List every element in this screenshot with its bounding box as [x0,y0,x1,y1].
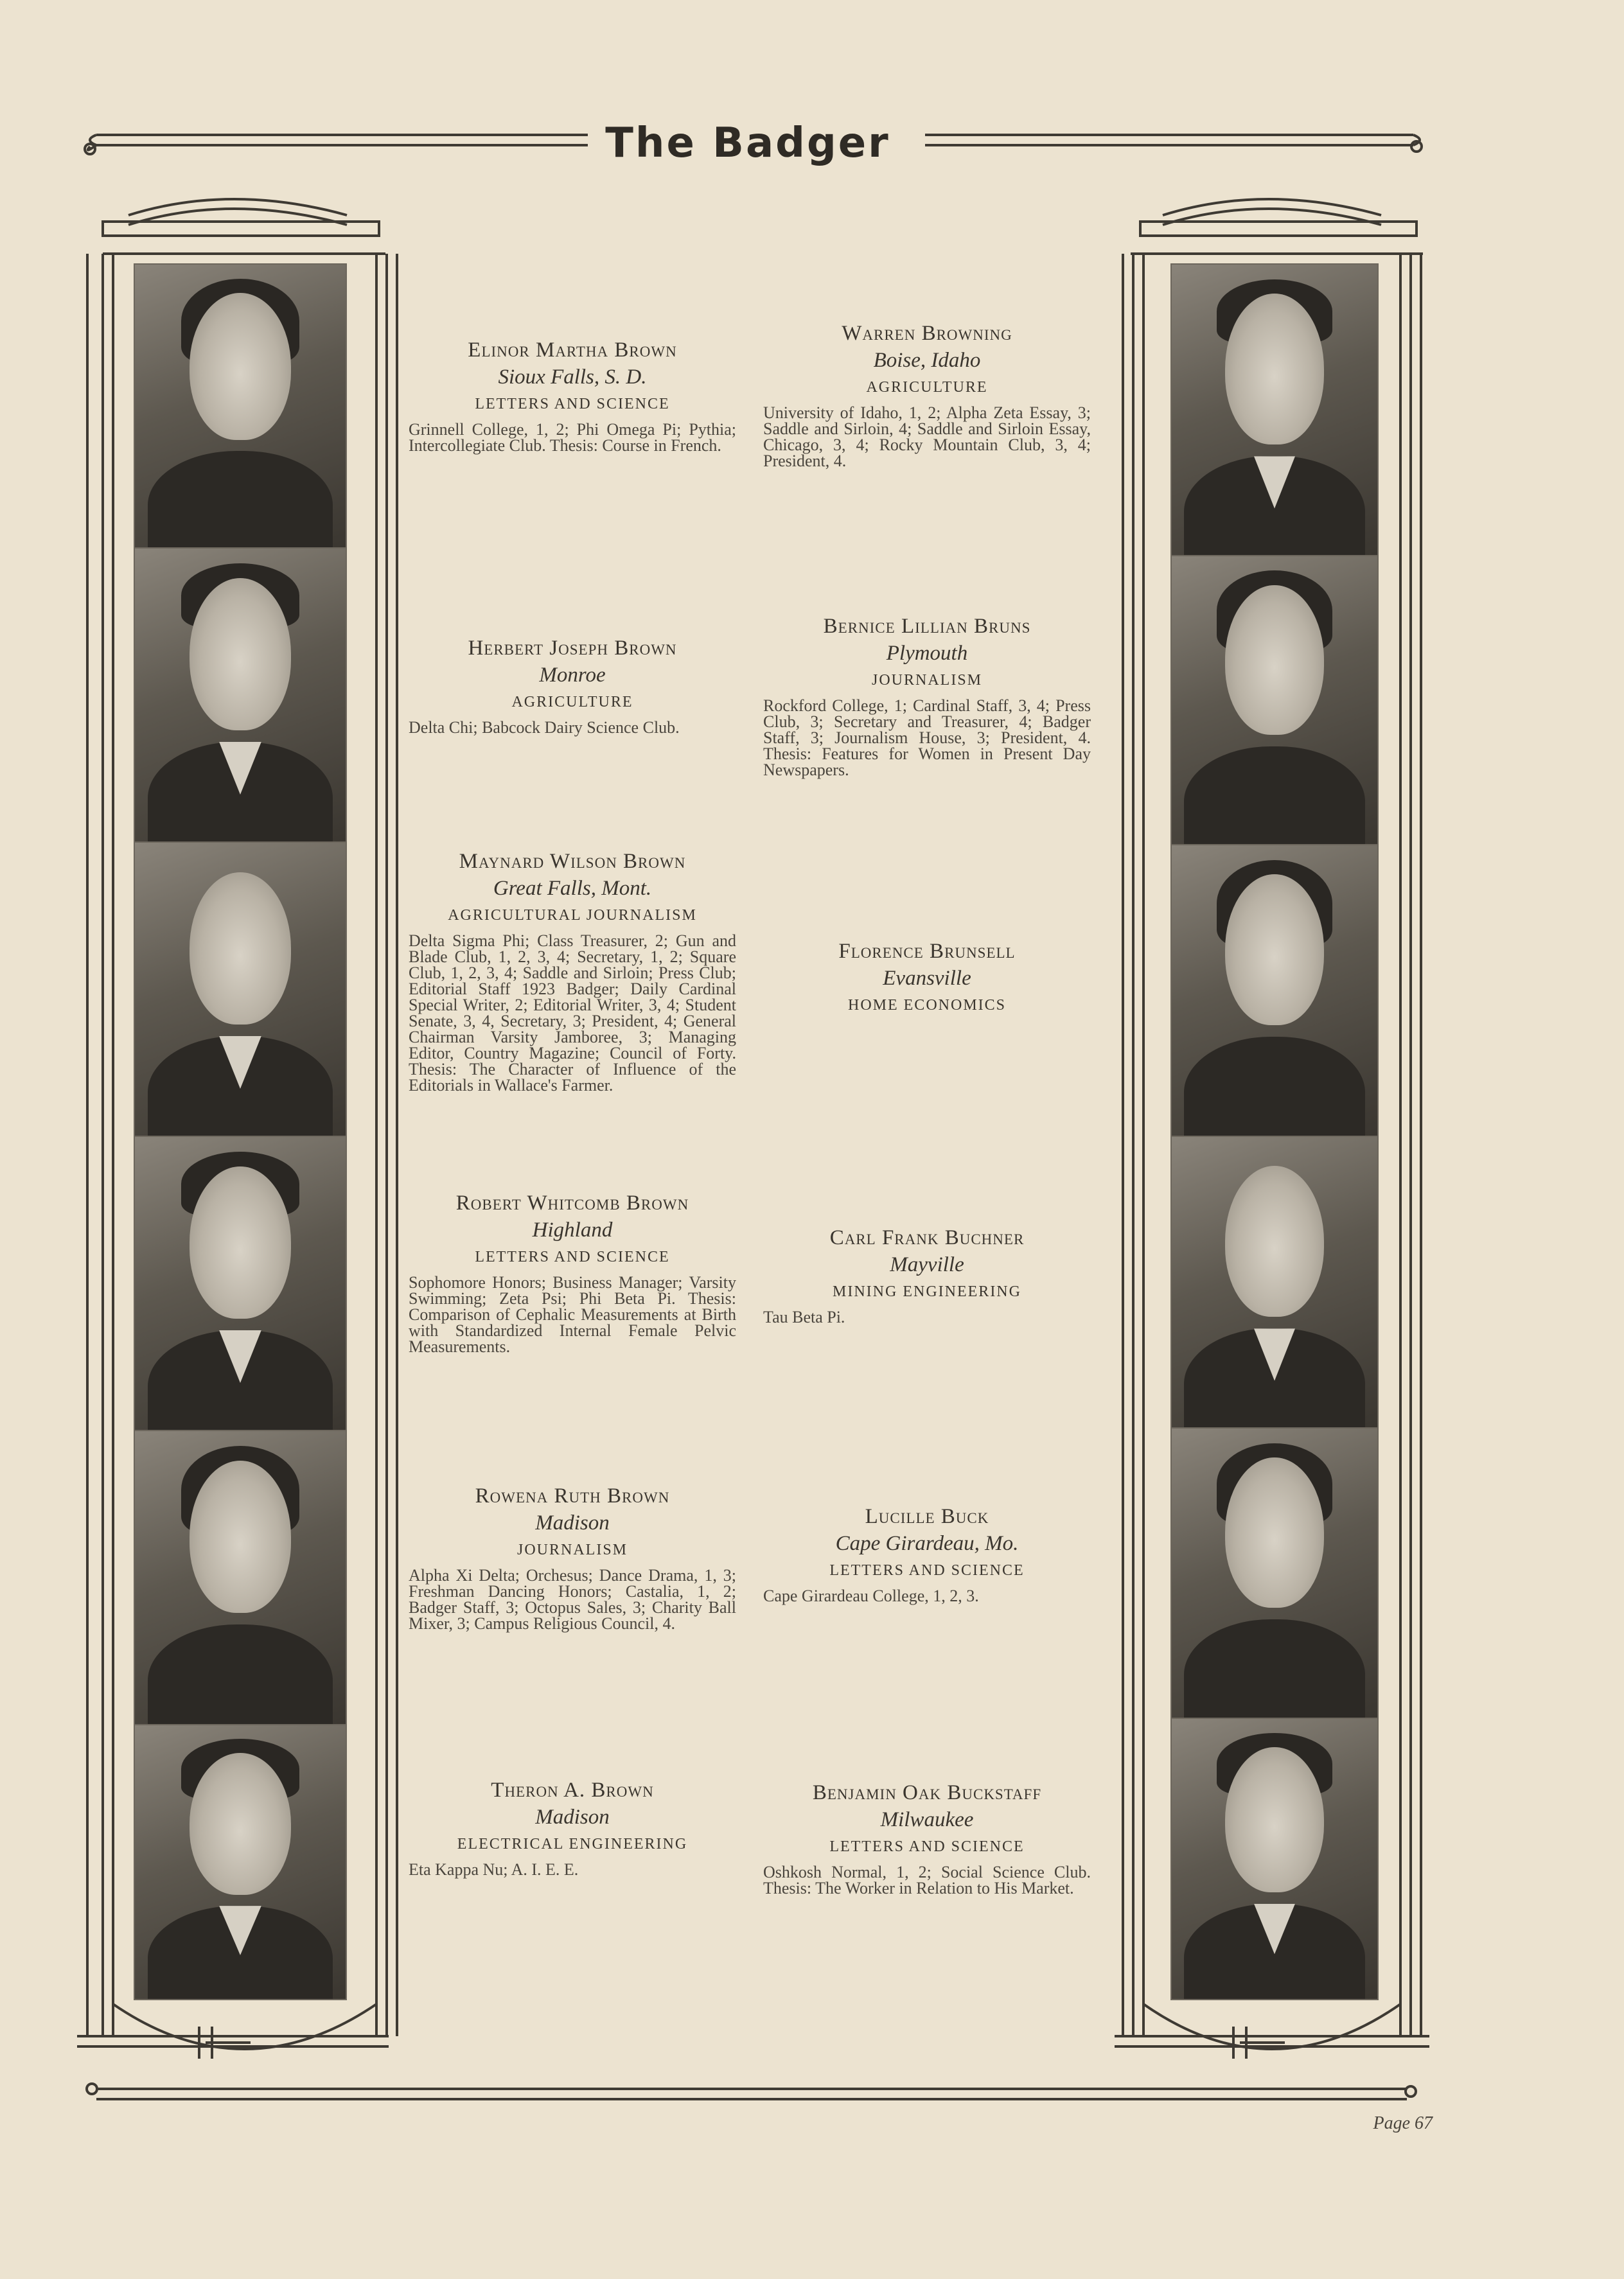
student-name: Herbert Joseph Brown [468,637,677,660]
portrait-body [1184,1619,1365,1719]
senior-entry [409,1483,736,1632]
portrait-face [190,1753,290,1896]
student-college: LETTERS AND SCIENCE [829,1562,1025,1579]
portrait-body [148,451,333,549]
student-activities: Rockford College, 1; Cardinal Staff, 3, 4; Press Club, 3; Secretary and Treasurer, 4; Badger Staff, 3; Journalism House, 3; President, 4. Thesis: Features for Women in Present Day Newspapers. [763,696,1091,779]
portrait-face [190,872,290,1025]
portrait-face [190,1461,290,1613]
senior-entry [763,613,1091,778]
senior-entry [763,1224,1091,1325]
student-college: LETTERS AND SCIENCE [475,1249,670,1265]
portrait-photo [1170,844,1379,1137]
portrait-photo [134,1136,347,1431]
student-activities: Alpha Xi Delta; Orchesus; Dance Drama, 1, 3; Freshman Dancing Honors; Castalia, 1, 2; Badger Staff, 3; Octopus Sales, 3; Charity Ball Mixer, 3; Campus Religious Council, 4. [409,1566,736,1633]
masthead-title: The Badger [605,119,890,167]
student-name: Theron A. Brown [491,1779,654,1802]
student-name: Florence Brunsell [838,940,1016,963]
student-hometown: Madison [535,1806,610,1829]
student-hometown: Mayville [890,1253,964,1276]
portrait-photo [134,263,347,549]
senior-entry [763,1503,1091,1604]
student-college: LETTERS AND SCIENCE [475,396,670,412]
portrait-photo [134,547,347,843]
student-activities: Eta Kappa Nu; A. I. E. E. [409,1860,579,1879]
student-college: AGRICULTURAL JOURNALISM [448,907,697,924]
student-hometown: Highland [532,1219,613,1242]
portrait-photo [1170,1718,1379,2000]
portrait-face [1225,1457,1324,1608]
senior-entry [409,337,736,453]
student-hometown: Boise, Idaho [873,349,981,372]
portrait-face [1225,1747,1324,1893]
student-college: ELECTRICAL ENGINEERING [457,1836,688,1852]
student-name: Maynard Wilson Brown [459,850,686,873]
portrait-face [190,1166,290,1319]
portrait-photo [134,1724,347,2000]
senior-entry [763,1779,1091,1896]
senior-entry [763,938,1091,1023]
student-name: Lucille Buck [865,1505,989,1528]
senior-entry [409,635,736,735]
student-college: AGRICULTURE [511,694,633,710]
senior-entry [409,848,736,1093]
senior-entry [763,320,1091,469]
student-name: Bernice Lillian Bruns [823,615,1031,638]
student-activities: Oshkosh Normal, 1, 2; Social Science Club. Thesis: The Worker in Relation to His Market. [763,1863,1091,1897]
student-hometown: Evansville [883,967,971,990]
student-college: MINING ENGINEERING [833,1283,1021,1300]
student-activities: University of Idaho, 1, 2; Alpha Zeta Essay, 3; Saddle and Sirloin, 4; Saddle and Sirloin Essay, Chicago, 3, 4; Rocky Mountain Club, 3, 4; President, 4. [763,403,1091,470]
student-hometown: Madison [535,1511,610,1535]
page-number: Page 67 [1373,2113,1433,2133]
portrait-body [1184,746,1365,845]
student-college: LETTERS AND SCIENCE [829,1838,1025,1855]
portrait-photo [1170,1427,1379,1719]
student-hometown: Cape Girardeau, Mo. [835,1532,1019,1555]
portrait-face [1225,1166,1324,1317]
student-hometown: Great Falls, Mont. [493,877,652,900]
student-name: Elinor Martha Brown [468,339,677,362]
student-activities: Sophomore Honors; Business Manager; Varsity Swimming; Zeta Psi; Phi Beta Pi. Thesis: Comparison of Cephalic Measurements at Birth with Standardized Internal Female Pelvic Measurements. [409,1273,736,1356]
portrait-face [1225,585,1324,735]
portrait-photo [1170,555,1379,845]
student-name: Robert Whitcomb Brown [455,1192,689,1215]
student-hometown: Plymouth [886,642,968,665]
portrait-photo [134,841,347,1137]
student-hometown: Monroe [539,664,606,687]
portrait-face [1225,874,1324,1025]
student-activities: Cape Girardeau College, 1, 2, 3. [763,1587,979,1605]
student-activities: Delta Chi; Babcock Dairy Science Club. [409,718,680,737]
portrait-face [190,578,290,730]
student-name: Rowena Ruth Brown [475,1484,670,1508]
portrait-photo [134,1430,347,1725]
student-name: Carl Frank Buchner [829,1226,1025,1249]
student-college: JOURNALISM [871,672,982,689]
portrait-face [190,293,290,440]
student-hometown: Sioux Falls, S. D. [498,365,647,389]
student-college: HOME ECONOMICS [847,997,1006,1014]
student-activities: Tau Beta Pi. [763,1308,845,1326]
senior-entry [409,1777,736,1878]
portrait-body [148,1624,333,1725]
portrait-photo [1170,263,1379,556]
senior-entry [409,1190,736,1355]
student-name: Warren Browning [842,322,1012,345]
student-college: JOURNALISM [516,1542,628,1558]
portrait-body [1184,1037,1365,1137]
student-activities: Delta Sigma Phi; Class Treasurer, 2; Gun and Blade Club, 1, 2, 3, 4; Secretary, 1, 2; Square Club, 1, 2, 3, 4; Saddle and Sirloin; Press Club; Editorial Staff 1923 Badger; Daily Cardinal Special Writer, 2; Editorial Writer, 3, 4; Student Senate, 3, 4, Secretary, 3; President, 4; General Chairman Varsity Jamboree, 3; Managing Editor, Country Magazine; Council of Forty. Thesis: The Character of Influence of the Editorials in Wallace's Farmer. [409,931,736,1095]
student-name: Benjamin Oak Buckstaff [812,1781,1042,1804]
portrait-photo [1170,1136,1379,1429]
student-activities: Grinnell College, 1, 2; Phi Omega Pi; Pythia; Intercollegiate Club. Thesis: Course in French. [409,420,736,455]
student-college: AGRICULTURE [866,379,988,396]
student-hometown: Milwaukee [880,1808,974,1831]
portrait-face [1225,294,1324,444]
